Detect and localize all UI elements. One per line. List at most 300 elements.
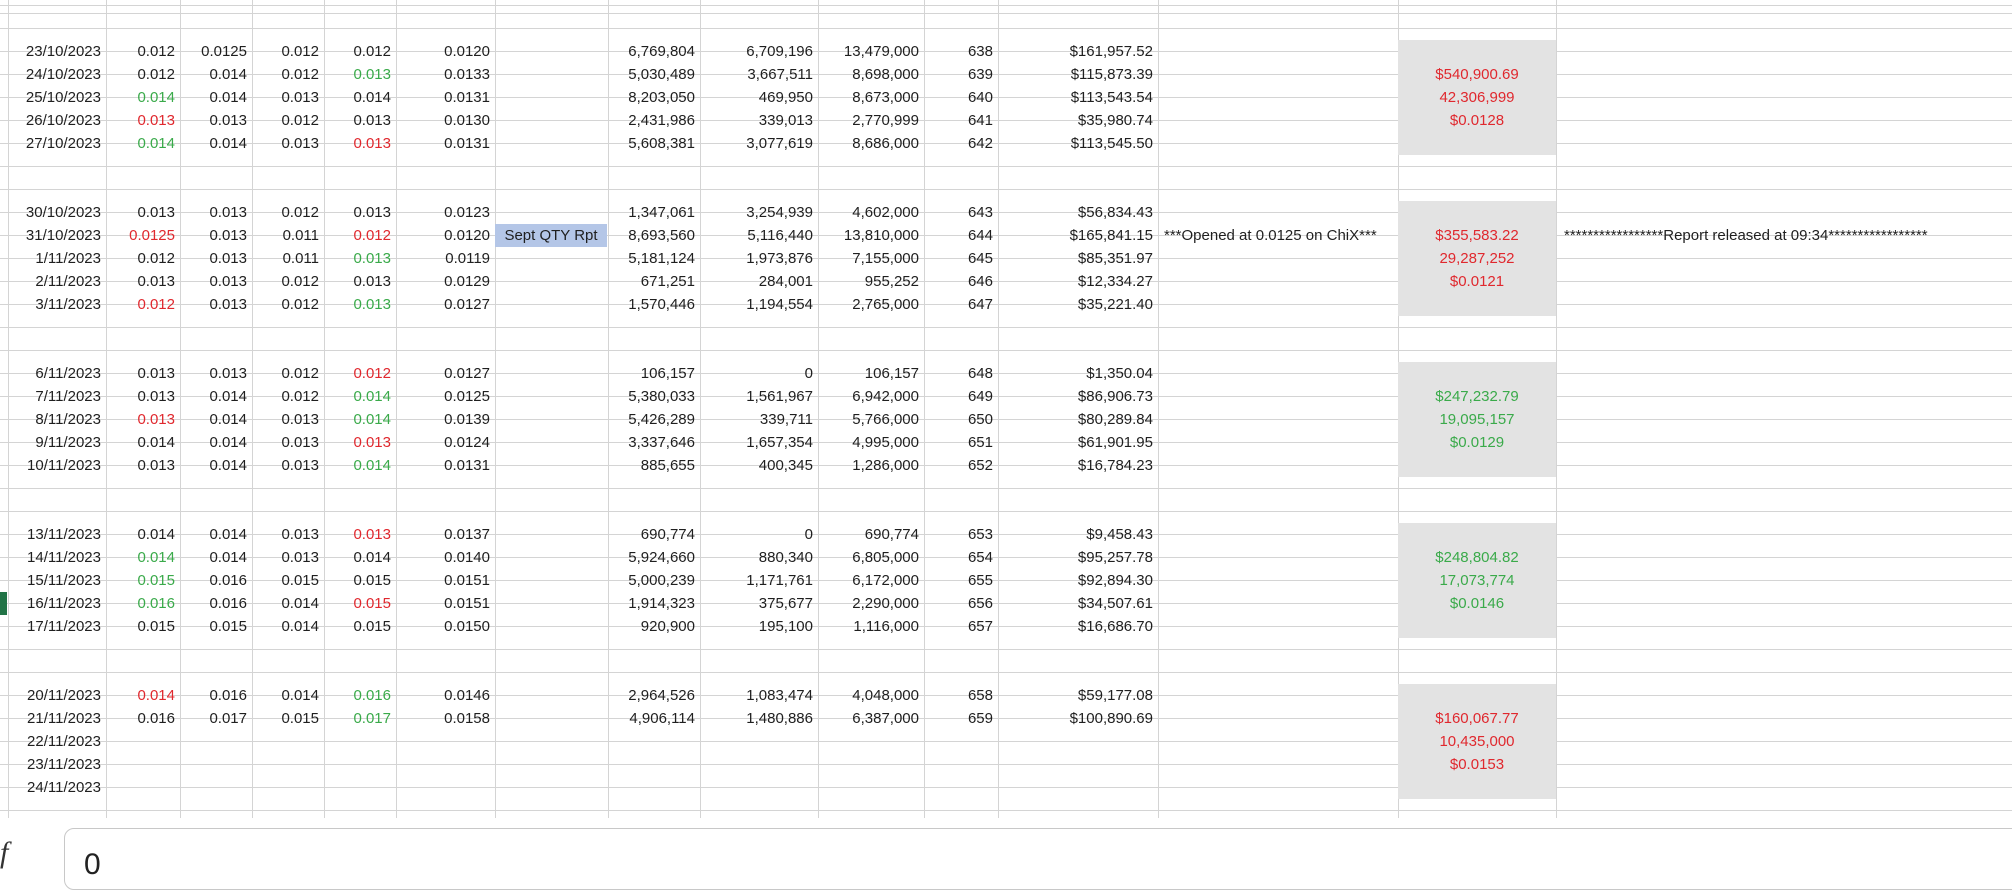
- cell-v1[interactable]: 4,906,114: [629, 710, 695, 727]
- cell-h[interactable]: 0.016: [209, 687, 247, 704]
- cell-n[interactable]: 643: [967, 204, 993, 221]
- cell-val[interactable]: $16,784.23: [1077, 457, 1153, 474]
- table-row: [0, 615, 2012, 638]
- cell-vol[interactable]: 5,766,000: [852, 411, 919, 428]
- cell-c[interactable]: 0.014: [353, 457, 391, 474]
- cell-l[interactable]: 0.013: [281, 89, 319, 106]
- cell-v2[interactable]: 880,340: [758, 549, 813, 566]
- cell-o[interactable]: 0.013: [137, 388, 175, 405]
- summary-value[interactable]: $160,067.77: [1435, 710, 1519, 727]
- cell-vwap[interactable]: 0.0127: [444, 296, 490, 313]
- cell-n[interactable]: 650: [967, 411, 993, 428]
- cell-vol[interactable]: 4,995,000: [852, 434, 919, 451]
- cell-n[interactable]: 642: [967, 135, 993, 152]
- cell-o[interactable]: 0.013: [137, 273, 175, 290]
- cell-vol[interactable]: 6,387,000: [852, 710, 919, 727]
- cell-date[interactable]: 24/10/2023: [25, 66, 101, 83]
- cell-v1[interactable]: 8,203,050: [628, 89, 695, 106]
- cell-date[interactable]: 23/10/2023: [25, 43, 101, 60]
- cell-val[interactable]: $86,906.73: [1077, 388, 1153, 405]
- cell-c[interactable]: 0.014: [353, 89, 391, 106]
- cell-n[interactable]: 647: [967, 296, 993, 313]
- cell-o[interactable]: 0.012: [137, 66, 175, 83]
- cell-o[interactable]: 0.0125: [129, 227, 175, 244]
- cell-date[interactable]: 27/10/2023: [25, 135, 101, 152]
- cell-n[interactable]: 651: [967, 434, 993, 451]
- cell-o[interactable]: 0.014: [137, 549, 175, 566]
- cell-v1[interactable]: 1,914,323: [628, 595, 695, 612]
- cell-c[interactable]: 0.015: [353, 572, 391, 589]
- row-gridline: [0, 672, 2012, 673]
- cell-v2[interactable]: 3,667,511: [747, 66, 813, 83]
- table-row: [0, 224, 2012, 247]
- cell-vwap[interactable]: 0.0131: [444, 135, 490, 152]
- cell-o[interactable]: 0.016: [137, 710, 175, 727]
- cell-v1[interactable]: 6,769,804: [628, 43, 695, 60]
- cell-v2[interactable]: 1,083,474: [746, 687, 813, 704]
- table-row: [0, 132, 2012, 155]
- cell-h[interactable]: 0.013: [209, 204, 247, 221]
- cell-h[interactable]: 0.015: [209, 618, 247, 635]
- cell-c[interactable]: 0.013: [353, 112, 391, 129]
- cell-n[interactable]: 639: [967, 66, 993, 83]
- summary-value[interactable]: $540,900.69: [1435, 66, 1519, 83]
- cell-v1[interactable]: 2,964,526: [628, 687, 695, 704]
- cell-val[interactable]: $165,841.15: [1069, 227, 1153, 244]
- cell-v2[interactable]: 339,013: [758, 112, 813, 129]
- cell-date[interactable]: 3/11/2023: [35, 296, 101, 313]
- cell-o[interactable]: 0.013: [137, 457, 175, 474]
- table-row: [0, 63, 2012, 86]
- cell-v2[interactable]: 1,480,886: [746, 710, 813, 727]
- cell-vwap[interactable]: 0.0129: [444, 273, 490, 290]
- cell-c[interactable]: 0.014: [353, 411, 391, 428]
- cell-l[interactable]: 0.011: [282, 250, 319, 267]
- cell-vol[interactable]: 13,810,000: [843, 227, 919, 244]
- cell-c[interactable]: 0.014: [353, 388, 391, 405]
- cell-v1[interactable]: 8,693,560: [628, 227, 695, 244]
- cell-vol[interactable]: 6,942,000: [852, 388, 919, 405]
- table-row: [0, 431, 2012, 454]
- cell-h[interactable]: 0.013: [209, 227, 247, 244]
- table-row: [0, 201, 2012, 224]
- cell-n[interactable]: 652: [967, 457, 993, 474]
- table-row: [0, 385, 2012, 408]
- summary-avg[interactable]: $0.0129: [1449, 434, 1505, 451]
- cell-date[interactable]: 2/11/2023: [35, 273, 101, 290]
- cell-l[interactable]: 0.012: [281, 388, 319, 405]
- cell-vol[interactable]: 1,286,000: [852, 457, 919, 474]
- cell-c[interactable]: 0.013: [353, 66, 391, 83]
- cell-n[interactable]: 644: [967, 227, 993, 244]
- cell-vwap[interactable]: 0.0127: [444, 365, 490, 382]
- cell-h[interactable]: 0.014: [209, 434, 247, 451]
- cell-vol[interactable]: 1,116,000: [853, 618, 919, 635]
- cell-v1[interactable]: 1,347,061: [628, 204, 695, 221]
- cell-n[interactable]: 649: [967, 388, 993, 405]
- row-gridline: [0, 327, 2012, 328]
- summary-volume[interactable]: 19,095,157: [1439, 411, 1515, 428]
- cell-date[interactable]: 10/11/2023: [27, 457, 101, 474]
- cell-vwap[interactable]: 0.0119: [445, 250, 490, 267]
- cell-c[interactable]: 0.016: [353, 687, 391, 704]
- cell-vol[interactable]: 4,048,000: [852, 687, 919, 704]
- summary-avg[interactable]: $0.0128: [1449, 112, 1505, 129]
- cell-date[interactable]: 1/11/2023: [35, 250, 101, 267]
- table-row: [0, 776, 2012, 799]
- cell-vol[interactable]: 690,774: [864, 526, 919, 543]
- cell-v2[interactable]: 3,077,619: [746, 135, 813, 152]
- cell-vwap[interactable]: 0.0158: [444, 710, 490, 727]
- cell-l[interactable]: 0.012: [281, 204, 319, 221]
- table-row: [0, 86, 2012, 109]
- table-row: [0, 684, 2012, 707]
- cell-vwap[interactable]: 0.0137: [444, 526, 490, 543]
- summary-value[interactable]: $247,232.79: [1435, 388, 1519, 405]
- cell-l[interactable]: 0.015: [281, 710, 319, 727]
- row-gridline: [0, 189, 2012, 190]
- cell-c[interactable]: 0.012: [353, 43, 391, 60]
- cell-val[interactable]: $61,901.95: [1077, 434, 1153, 451]
- table-row: [0, 362, 2012, 385]
- table-row: [0, 408, 2012, 431]
- cell-h[interactable]: 0.014: [209, 549, 247, 566]
- cell-l[interactable]: 0.012: [281, 296, 319, 313]
- cell-date[interactable]: 23/11/2023: [27, 756, 101, 773]
- table-row: [0, 707, 2012, 730]
- cell-h[interactable]: 0.014: [209, 135, 247, 152]
- cell-date[interactable]: 14/11/2023: [27, 549, 101, 566]
- cell-l[interactable]: 0.013: [281, 135, 319, 152]
- cell-vol[interactable]: 13,479,000: [843, 43, 919, 60]
- cell-l[interactable]: 0.013: [281, 549, 319, 566]
- cell-n[interactable]: 654: [967, 549, 993, 566]
- cell-c[interactable]: 0.015: [353, 618, 391, 635]
- cell-h[interactable]: 0.013: [209, 250, 247, 267]
- cell-date[interactable]: 22/11/2023: [27, 733, 101, 750]
- table-row: [0, 753, 2012, 776]
- cell-n[interactable]: 655: [967, 572, 993, 589]
- cell-vol[interactable]: 106,157: [864, 365, 919, 382]
- cell-date[interactable]: 20/11/2023: [27, 687, 101, 704]
- cell-l[interactable]: 0.014: [281, 618, 319, 635]
- cell-o[interactable]: 0.013: [137, 204, 175, 221]
- cell-c[interactable]: 0.013: [353, 250, 391, 267]
- summary-avg[interactable]: $0.0153: [1449, 756, 1505, 773]
- cell-v1[interactable]: 5,181,124: [628, 250, 695, 267]
- cell-v1[interactable]: 3,337,646: [628, 434, 695, 451]
- cell-l[interactable]: 0.012: [281, 112, 319, 129]
- cell-vol[interactable]: 2,290,000: [852, 595, 919, 612]
- cell-val[interactable]: $59,177.08: [1077, 687, 1153, 704]
- cell-c[interactable]: 0.015: [353, 595, 391, 612]
- cell-l[interactable]: 0.012: [281, 66, 319, 83]
- cell-h[interactable]: 0.014: [209, 388, 247, 405]
- cell-vol[interactable]: 7,155,000: [852, 250, 919, 267]
- cell-val[interactable]: $113,545.50: [1070, 135, 1153, 152]
- cell-vwap[interactable]: 0.0133: [444, 66, 490, 83]
- cell-val[interactable]: $9,458.43: [1086, 526, 1153, 543]
- row-gridline: [0, 166, 2012, 167]
- cell-h[interactable]: 0.017: [209, 710, 247, 727]
- cell-v2[interactable]: 0: [804, 365, 813, 382]
- cell-h[interactable]: 0.014: [209, 411, 247, 428]
- cell-v1[interactable]: 5,030,489: [628, 66, 695, 83]
- cell-vwap[interactable]: 0.0124: [444, 434, 490, 451]
- cell-h[interactable]: 0.014: [209, 526, 247, 543]
- cell-l[interactable]: 0.013: [281, 434, 319, 451]
- formula-input[interactable]: [64, 828, 2012, 890]
- cell-v2[interactable]: 1,561,967: [746, 388, 813, 405]
- cell-h[interactable]: 0.014: [209, 457, 247, 474]
- cell-c[interactable]: 0.013: [353, 273, 391, 290]
- row-gridline: [0, 350, 2012, 351]
- cell-l[interactable]: 0.015: [281, 572, 319, 589]
- cell-l[interactable]: 0.013: [281, 411, 319, 428]
- cell-v1[interactable]: 106,157: [640, 365, 695, 382]
- cell-l[interactable]: 0.012: [281, 365, 319, 382]
- summary-avg[interactable]: $0.0146: [1449, 595, 1505, 612]
- cell-v2[interactable]: 0: [804, 526, 813, 543]
- cell-l[interactable]: 0.014: [281, 687, 319, 704]
- cell-n[interactable]: 638: [967, 43, 993, 60]
- table-row: [0, 523, 2012, 546]
- cell-date[interactable]: 16/11/2023: [27, 595, 101, 612]
- row-gridline: [0, 28, 2012, 29]
- summary-volume[interactable]: 10,435,000: [1439, 733, 1515, 750]
- cell-v1[interactable]: 920,900: [640, 618, 695, 635]
- cell-h[interactable]: 0.0125: [201, 43, 247, 60]
- cell-o[interactable]: 0.013: [137, 365, 175, 382]
- cell-date[interactable]: 31/10/2023: [25, 227, 101, 244]
- cell-vwap[interactable]: 0.0151: [444, 572, 490, 589]
- cell-vol[interactable]: 8,686,000: [852, 135, 919, 152]
- cell-vol[interactable]: 2,770,999: [852, 112, 919, 129]
- formula-input-value: 0: [84, 848, 101, 881]
- cell-date[interactable]: 8/11/2023: [35, 411, 101, 428]
- cell-c[interactable]: 0.013: [353, 434, 391, 451]
- cell-n[interactable]: 645: [967, 250, 993, 267]
- cell-v1[interactable]: 5,608,381: [628, 135, 695, 152]
- cell-l[interactable]: 0.013: [281, 526, 319, 543]
- cell-c[interactable]: 0.014: [353, 549, 391, 566]
- row-gridline: [0, 511, 2012, 512]
- cell-val[interactable]: $115,873.39: [1070, 66, 1153, 83]
- cell-v2[interactable]: 469,950: [758, 89, 813, 106]
- fx-icon: f: [0, 836, 9, 869]
- cell-date[interactable]: 15/11/2023: [27, 572, 101, 589]
- cell-date[interactable]: 9/11/2023: [35, 434, 101, 451]
- cell-vwap[interactable]: 0.0139: [444, 411, 490, 428]
- cell-v2[interactable]: 1,171,761: [746, 572, 813, 589]
- cell-v2[interactable]: 6,709,196: [746, 43, 813, 60]
- cell-v1[interactable]: 2,431,986: [628, 112, 695, 129]
- cell-vwap[interactable]: 0.0123: [444, 204, 490, 221]
- summary-value[interactable]: $248,804.82: [1435, 549, 1519, 566]
- cell-date[interactable]: 17/11/2023: [27, 618, 101, 635]
- cell-v1[interactable]: 5,000,239: [628, 572, 695, 589]
- summary-volume[interactable]: 17,073,774: [1439, 572, 1515, 589]
- table-row: [0, 270, 2012, 293]
- table-row: [0, 109, 2012, 132]
- cell-vwap[interactable]: 0.0120: [444, 43, 490, 60]
- cell-vwap[interactable]: 0.0130: [444, 112, 490, 129]
- cell-l[interactable]: 0.012: [281, 43, 319, 60]
- table-row: [0, 546, 2012, 569]
- cell-o[interactable]: 0.015: [137, 572, 175, 589]
- cell-o[interactable]: 0.014: [137, 434, 175, 451]
- cell-v1[interactable]: 5,426,289: [628, 411, 695, 428]
- cell-c[interactable]: 0.013: [353, 526, 391, 543]
- cell-l[interactable]: 0.013: [281, 457, 319, 474]
- cell-h[interactable]: 0.016: [209, 572, 247, 589]
- cell-o[interactable]: 0.014: [137, 526, 175, 543]
- cell-c[interactable]: 0.012: [353, 365, 391, 382]
- cell-n[interactable]: 653: [967, 526, 993, 543]
- cell-val[interactable]: $1,350.04: [1086, 365, 1153, 382]
- cell-h[interactable]: 0.014: [209, 89, 247, 106]
- cell-val[interactable]: $12,334.27: [1077, 273, 1153, 290]
- cell-v2[interactable]: 1,194,554: [746, 296, 813, 313]
- cell-date[interactable]: 30/10/2023: [25, 204, 101, 221]
- cell-v2[interactable]: 375,677: [758, 595, 813, 612]
- cell-v2[interactable]: 400,345: [758, 457, 813, 474]
- cell-val[interactable]: $92,894.30: [1077, 572, 1153, 589]
- cell-vwap[interactable]: 0.0140: [444, 549, 490, 566]
- cell-val[interactable]: $35,221.40: [1077, 296, 1153, 313]
- summary-value[interactable]: $355,583.22: [1435, 227, 1519, 244]
- cell-vol[interactable]: 955,252: [864, 273, 919, 290]
- cell-vol[interactable]: 6,172,000: [852, 572, 919, 589]
- cell-vwap[interactable]: 0.0151: [444, 595, 490, 612]
- cell-o[interactable]: 0.012: [137, 43, 175, 60]
- cell-vwap[interactable]: 0.0120: [444, 227, 490, 244]
- cell-vol[interactable]: 8,673,000: [852, 89, 919, 106]
- cell-h[interactable]: 0.013: [209, 365, 247, 382]
- table-row: [0, 730, 2012, 753]
- cell-n[interactable]: 657: [967, 618, 993, 635]
- cell-c[interactable]: 0.017: [353, 710, 391, 727]
- cell-n[interactable]: 656: [967, 595, 993, 612]
- cell-h[interactable]: 0.013: [209, 112, 247, 129]
- cell-val[interactable]: $56,834.43: [1077, 204, 1153, 221]
- cell-v1[interactable]: 885,655: [640, 457, 695, 474]
- cell-val[interactable]: $85,351.97: [1077, 250, 1153, 267]
- cell-date[interactable]: 6/11/2023: [35, 365, 101, 382]
- table-row: [0, 569, 2012, 592]
- cell-note2[interactable]: *****************Report released at 09:34*****************: [1564, 227, 1928, 244]
- cell-n[interactable]: 641: [967, 112, 993, 129]
- cell-v1[interactable]: 671,251: [640, 273, 695, 290]
- row-gridline: [0, 810, 2012, 811]
- cell-val[interactable]: $161,957.52: [1069, 43, 1153, 60]
- cell-c[interactable]: 0.013: [353, 296, 391, 313]
- summary-volume[interactable]: 42,306,999: [1439, 89, 1515, 106]
- cell-vwap[interactable]: 0.0131: [444, 457, 490, 474]
- cell-v1[interactable]: 5,380,033: [628, 388, 695, 405]
- cell-c[interactable]: 0.013: [353, 204, 391, 221]
- table-row: [0, 293, 2012, 316]
- cell-v1[interactable]: 5,924,660: [628, 549, 695, 566]
- cell-vol[interactable]: 4,602,000: [852, 204, 919, 221]
- cell-vol[interactable]: 2,765,000: [852, 296, 919, 313]
- row-gridline: [0, 13, 2012, 14]
- cell-v2[interactable]: 1,657,354: [746, 434, 813, 451]
- cell-o[interactable]: 0.012: [137, 296, 175, 313]
- cell-date[interactable]: 26/10/2023: [25, 112, 101, 129]
- tag-cell[interactable]: Sept QTY Rpt: [495, 224, 607, 247]
- cell-n[interactable]: 648: [967, 365, 993, 382]
- cell-o[interactable]: 0.015: [137, 618, 175, 635]
- cell-date[interactable]: 25/10/2023: [25, 89, 101, 106]
- cell-vwap[interactable]: 0.0150: [444, 618, 490, 635]
- cell-o[interactable]: 0.014: [137, 135, 175, 152]
- cell-v1[interactable]: 690,774: [640, 526, 695, 543]
- cell-date[interactable]: 21/11/2023: [27, 710, 101, 727]
- cell-o[interactable]: 0.016: [137, 595, 175, 612]
- cell-h[interactable]: 0.013: [209, 273, 247, 290]
- cell-val[interactable]: $100,890.69: [1069, 710, 1153, 727]
- cell-h[interactable]: 0.013: [209, 296, 247, 313]
- cell-v2[interactable]: 5,116,440: [747, 227, 813, 244]
- cell-vol[interactable]: 6,805,000: [852, 549, 919, 566]
- cell-l[interactable]: 0.012: [281, 273, 319, 290]
- cell-v2[interactable]: 195,100: [758, 618, 813, 635]
- cell-date[interactable]: 24/11/2023: [27, 779, 101, 796]
- cell-o[interactable]: 0.012: [137, 250, 175, 267]
- cell-o[interactable]: 0.014: [137, 89, 175, 106]
- summary-avg[interactable]: $0.0121: [1449, 273, 1505, 290]
- cell-date[interactable]: 7/11/2023: [35, 388, 101, 405]
- cell-v2[interactable]: 1,973,876: [746, 250, 813, 267]
- cell-o[interactable]: 0.013: [137, 411, 175, 428]
- cell-val[interactable]: $80,289.84: [1077, 411, 1153, 428]
- cell-val[interactable]: $113,543.54: [1070, 89, 1153, 106]
- cell-val[interactable]: $95,257.78: [1077, 549, 1153, 566]
- cell-o[interactable]: 0.014: [137, 687, 175, 704]
- summary-volume[interactable]: 29,287,252: [1439, 250, 1515, 267]
- cell-date[interactable]: 13/11/2023: [27, 526, 101, 543]
- cell-vwap[interactable]: 0.0131: [444, 89, 490, 106]
- table-row: [0, 40, 2012, 63]
- cell-n[interactable]: 659: [967, 710, 993, 727]
- cell-l[interactable]: 0.011: [282, 227, 319, 244]
- cell-note[interactable]: ***Opened at 0.0125 on ChiX***: [1164, 227, 1377, 244]
- cell-vwap[interactable]: 0.0146: [444, 687, 490, 704]
- cell-v1[interactable]: 1,570,446: [628, 296, 695, 313]
- cell-v2[interactable]: 284,001: [758, 273, 813, 290]
- cell-o[interactable]: 0.013: [137, 112, 175, 129]
- row-selection-marker: [0, 592, 7, 615]
- cell-n[interactable]: 658: [967, 687, 993, 704]
- cell-h[interactable]: 0.014: [209, 66, 247, 83]
- cell-c[interactable]: 0.013: [353, 135, 391, 152]
- cell-l[interactable]: 0.014: [281, 595, 319, 612]
- row-gridline: [0, 5, 2012, 6]
- cell-vwap[interactable]: 0.0125: [444, 388, 490, 405]
- table-row: [0, 247, 2012, 270]
- cell-val[interactable]: $34,507.61: [1077, 595, 1153, 612]
- cell-n[interactable]: 640: [967, 89, 993, 106]
- cell-vol[interactable]: 8,698,000: [852, 66, 919, 83]
- cell-h[interactable]: 0.016: [209, 595, 247, 612]
- cell-val[interactable]: $35,980.74: [1077, 112, 1153, 129]
- cell-v2[interactable]: 3,254,939: [746, 204, 813, 221]
- cell-v2[interactable]: 339,711: [759, 411, 813, 428]
- cell-c[interactable]: 0.012: [353, 227, 391, 244]
- cell-val[interactable]: $16,686.70: [1077, 618, 1153, 635]
- cell-n[interactable]: 646: [967, 273, 993, 290]
